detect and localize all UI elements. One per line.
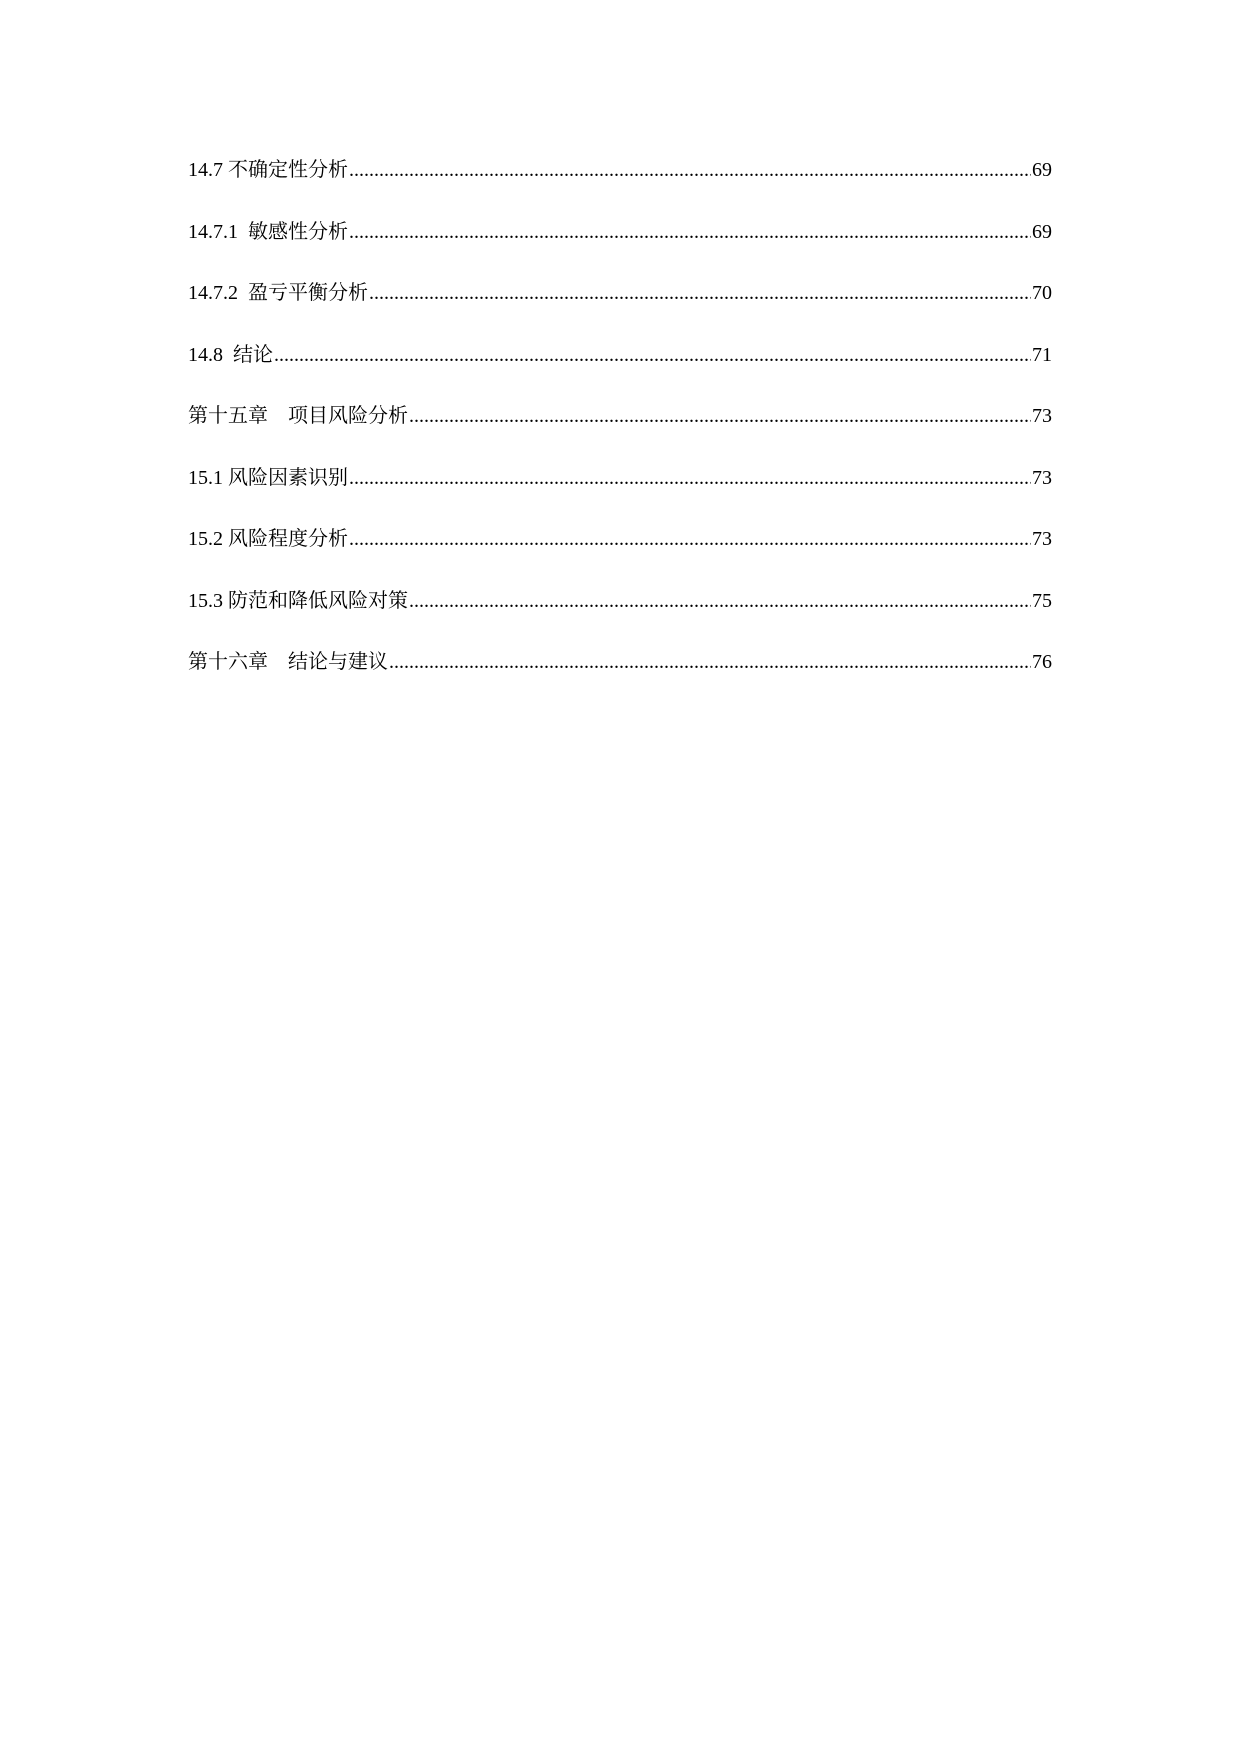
toc-dot-leader: [389, 650, 1031, 674]
toc-entry[interactable]: [188, 527, 1052, 589]
toc-dot-leader: [349, 220, 1031, 244]
toc-entry[interactable]: [188, 158, 1052, 220]
toc-entry-page: 75: [1032, 589, 1052, 612]
toc-entry-title: 14.7.1 敏感性分析: [188, 220, 348, 243]
toc-entry-page: 73: [1032, 466, 1052, 489]
toc-dot-leader: [409, 404, 1031, 428]
toc-entry-page: 69: [1032, 159, 1052, 181]
table-of-contents: [188, 158, 1052, 712]
toc-entry[interactable]: [188, 343, 1052, 405]
toc-entry-page: 76: [1032, 651, 1052, 673]
toc-entry[interactable]: [188, 281, 1052, 343]
toc-dot-leader: [349, 527, 1031, 551]
toc-entry-title: 第十五章 项目风险分析: [188, 405, 408, 427]
toc-entry-title: 14.7.2 盈亏平衡分析: [188, 282, 368, 304]
toc-entry[interactable]: [188, 220, 1052, 282]
toc-entry-title: 15.2 风险程度分析: [188, 528, 348, 550]
toc-entry[interactable]: [188, 650, 1052, 712]
toc-entry-title: 第十六章 结论与建议: [188, 651, 388, 673]
toc-entry-page: 69: [1032, 220, 1052, 243]
toc-dot-leader: [274, 343, 1031, 367]
toc-entry[interactable]: [188, 589, 1052, 651]
toc-entry[interactable]: [188, 466, 1052, 528]
toc-dot-leader: [409, 589, 1031, 613]
toc-dot-leader: [349, 158, 1031, 182]
toc-entry-page: 70: [1032, 282, 1052, 304]
toc-entry-title: 14.7 不确定性分析: [188, 159, 348, 181]
toc-entry-page: 73: [1032, 405, 1052, 427]
toc-entry-title: 15.3 防范和降低风险对策: [188, 589, 408, 612]
toc-dot-leader: [369, 281, 1031, 305]
toc-entry[interactable]: [188, 404, 1052, 466]
toc-entry-page: 73: [1032, 528, 1052, 550]
toc-entry-title: 15.1 风险因素识别: [188, 466, 348, 489]
toc-entry-title: 14.8 结论: [188, 343, 273, 366]
toc-dot-leader: [349, 466, 1031, 490]
toc-entry-page: 71: [1032, 343, 1052, 366]
